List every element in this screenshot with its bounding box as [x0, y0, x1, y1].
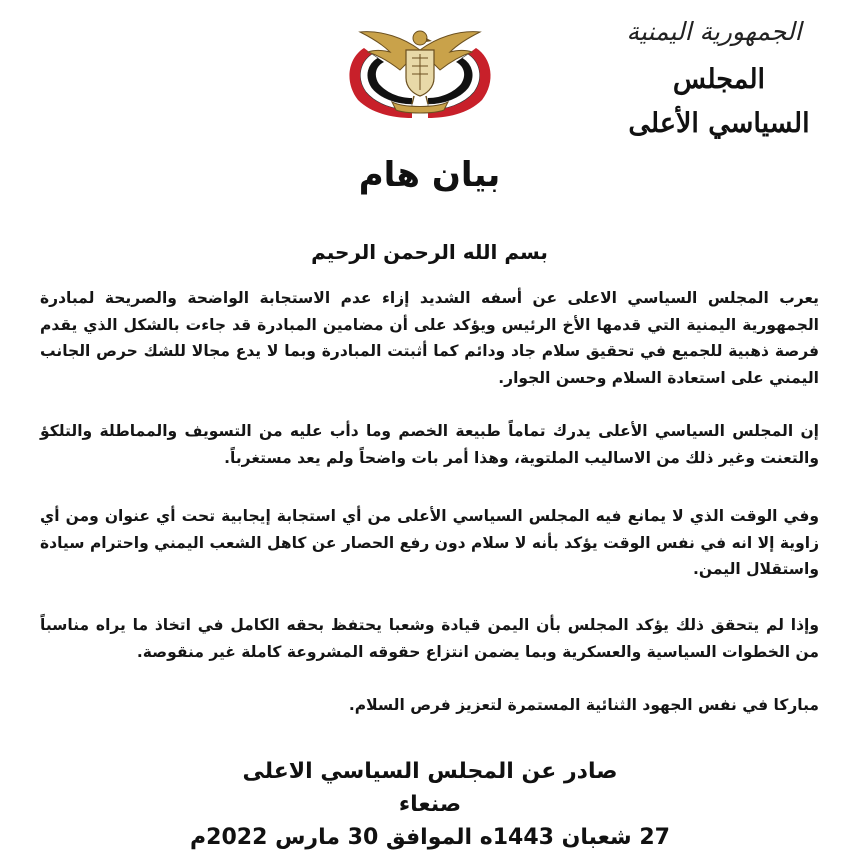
issue-date: 27 شعبان 1443ه الموافق 30 مارس 2022م	[190, 825, 670, 850]
paragraph: يعرب المجلس السياسي الاعلى عن أسفه الشديد إزاء عدم الاستجابة الواضحة والصريحة لمبادرة الجمهورية اليمنية التي قدمها الأخ الرئيس ويؤكد على أن مضامين المبادرة قد جاءت بالشكل الذي يقدم فرصة ذهبية للجميع في تحقيق سلام جاد ودائم كما أثبتت المبادرة وبما لا يدع مجالا للشك حرص الجانب اليمني على استعادة السلام وحسن الجوار.	[40, 289, 819, 387]
statement-title: بيان هام	[358, 155, 501, 195]
issue-place: صنعاء	[398, 792, 462, 817]
republic-name: الجمهورية اليمنية	[626, 17, 802, 46]
signature-block	[160, 755, 700, 854]
paragraph: وفي الوقت الذي لا يمانع فيه المجلس السياسي الأعلى من أي استجابة إيجابية تحت أي عنوان ومن أي زاوية إلا انه في نفس الوقت يؤكد بأنه لا سلام دون رفع الحصار عن كاهل الشعب اليمني واحترام سيادة واستقلال اليمن.	[40, 507, 819, 578]
letterhead	[619, 12, 819, 146]
yemen-emblem-icon	[342, 20, 498, 122]
paragraph: وإذا لم يتحقق ذلك يؤكد المجلس بأن اليمن قيادة وشعبا يحتفظ بحقه الكامل في اتخاذ ما يراه مناسباً من الخطوات السياسية والعسكرية وبما يضمن انتزاع حقوقه المشروعة كاملة غير منقوصة.	[40, 616, 819, 661]
council-name: المجلس السياسي الأعلى	[628, 64, 810, 139]
paragraph: إن المجلس السياسي الأعلى يدرك تماماً طبيعة الخصم وما دأب عليه من التسويف والمماطلة والتلكؤ والتعنت وغير ذلك من الاساليب الملتوية، وهذا أمر بات واضحاً ولم يعد مستغرباً.	[40, 422, 819, 467]
issued-by: صادر عن المجلس السياسي الاعلى	[242, 759, 618, 784]
basmala: بسم الله الرحمن الرحيم	[311, 240, 548, 264]
paragraph: مباركا في نفس الجهود الثنائية المستمرة لتعزيز فرص السلام.	[348, 696, 819, 714]
